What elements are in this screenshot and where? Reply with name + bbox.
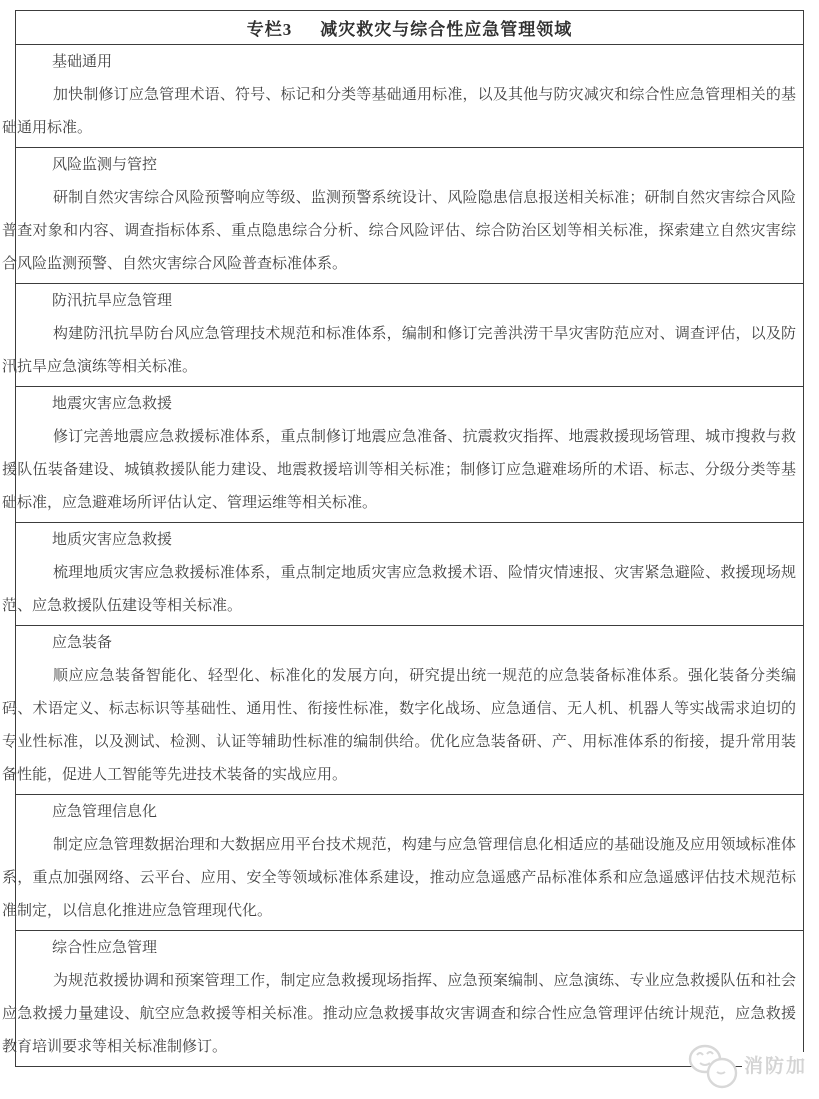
section-heading: 风险监测与管控 [52,157,158,173]
document-table [2,10,804,1067]
section-risk-monitoring [2,148,803,284]
section-heading: 应急管理信息化 [52,804,158,820]
watermark-label: 消防加 [742,1052,809,1083]
table-title: 减灾救灾与综合性应急管理领域 [320,20,573,39]
section-heading: 基础通用 [52,54,113,70]
section-body: 制定应急管理数据治理和大数据应用平台技术规范，构建与应急管理信息化相适应的基础设施及应用领域标准体系，重点加强网络、云平台、应用、安全等领域标准体系建设，推动应急遥感产品标准体系和应急遥感评估技术规范标准制定，以信息化推进应急管理现代化。 [2,837,796,919]
section-body: 研制自然灾害综合风险预警响应等级、监测预警系统设计、风险隐患信息报送相关标准；研制自然灾害综合风险普查对象和内容、调查指标体系、重点隐患综合分析、综合风险评估、综合防治区划等相关标准，探索建立自然灾害综合风险监测预警、自然灾害综合风险普查标准体系。 [2,190,796,272]
section-heading: 地震灾害应急救援 [52,396,173,412]
section-flood-drought [2,284,803,387]
section-heading: 综合性应急管理 [52,940,158,956]
section-body: 修订完善地震应急救援标准体系，重点制修订地震应急准备、抗震救灾指挥、地震救援现场管理、城市搜救与救援队伍装备建设、城镇救援队能力建设、地震救援培训等相关标准；制修订应急避难场所的术语、标志、分级分类等基础标准，应急避难场所评估认定、管理运维等相关标准。 [2,429,796,511]
section-earthquake-rescue [2,387,803,523]
section-emergency-equipment [2,626,803,795]
section-heading: 应急装备 [52,635,113,651]
section-body: 为规范救援协调和预案管理工作，制定应急救援现场指挥、应急预案编制、应急演练、专业应急救援队伍和社会应急救援力量建设、航空应急救援等相关标准。推动应急救援事故灾害调查和综合性应急管理评估统计规范，应急救援教育培训要求等相关标准制修订。 [2,973,796,1055]
table-title-label: 专栏3 [246,20,293,39]
section-body: 梳理地质灾害应急救援标准体系，重点制定地质灾害应急救援术语、险情灾情速报、灾害紧急避险、救援现场规范、应急救援队伍建设等相关标准。 [2,565,796,614]
section-heading: 防汛抗旱应急管理 [52,293,173,309]
section-basic-general [2,45,803,148]
section-body: 顺应应急装备智能化、轻型化、标准化的发展方向，研究提出统一规范的应急装备标准体系。强化装备分类编码、术语定义、标志标识等基础性、通用性、衔接性标准，数字化战场、应急通信、无人机、机器人等实战需求迫切的专业性标准，以及测试、检测、认证等辅助性标准的编制供给。优化应急装备研、产、用标准体系的衔接，提升常用装备性能，促进人工智能等先进技术装备的实战应用。 [2,668,796,783]
section-informatization [2,795,803,931]
section-body: 加快制修订应急管理术语、符号、标记和分类等基础通用标准，以及其他与防灾减灾和综合性应急管理相关的基础通用标准。 [2,87,796,136]
watermark [684,1042,809,1092]
mascot-logo [684,1042,742,1092]
section-geological-rescue [2,523,803,626]
table-title-row [16,11,803,45]
section-body: 构建防汛抗旱防台风应急管理技术规范和标准体系，编制和修订完善洪涝干旱灾害防范应对、调查评估，以及防汛抗旱应急演练等相关标准。 [2,326,796,375]
section-heading: 地质灾害应急救援 [52,532,173,548]
